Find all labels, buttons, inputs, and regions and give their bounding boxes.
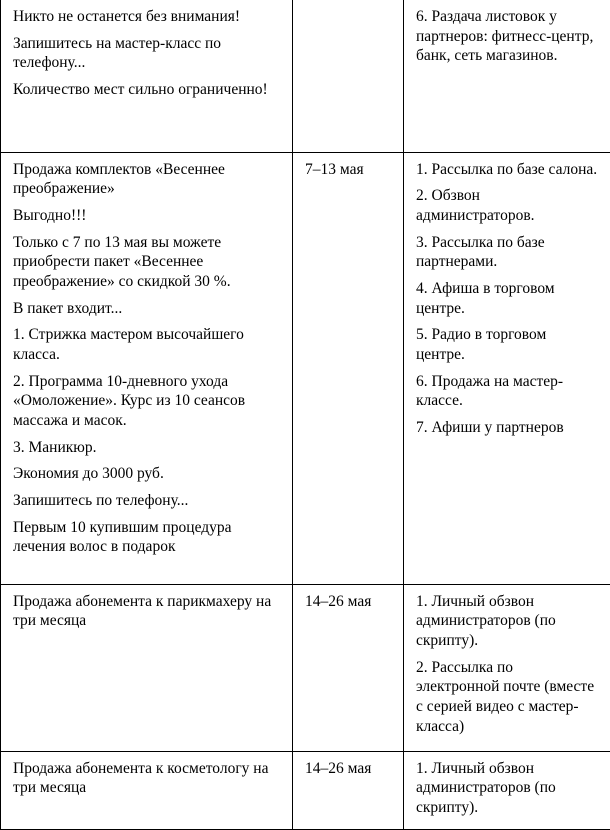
paragraph: Продажа абонемента к косметологу на три месяца — [13, 759, 269, 797]
activity-cell — [1, 0, 293, 152]
paragraph: Только с 7 по 13 мая вы можете приобрести пакет «Весеннее преображение» со скидкой 30 %. — [13, 233, 231, 290]
paragraph: Количество мест сильно ограниченно! — [13, 81, 268, 99]
channel-item: 5. Радио в торговом центре. — [416, 326, 547, 363]
activity-cell — [1, 751, 293, 830]
dates-cell — [293, 0, 404, 152]
channels-cell — [404, 584, 610, 751]
table-row — [1, 584, 610, 751]
paragraph: Выгодно!!! — [13, 206, 87, 224]
paragraph: Запишитесь по телефону... — [13, 491, 189, 509]
dates-cell — [293, 152, 404, 584]
dates-text: 7–13 мая — [305, 160, 364, 178]
paragraph: В пакет входит... — [13, 299, 123, 317]
channel-item: 1. Личный обзвон администраторов (по скрипту). — [416, 759, 556, 816]
channel-item: 2. Обзвон администраторов. — [416, 187, 535, 224]
activity-cell — [1, 152, 293, 584]
paragraph: Экономия до 3000 руб. — [13, 465, 164, 483]
activity-cell — [1, 584, 293, 751]
dates-cell — [293, 751, 404, 830]
paragraph: Никто не останется без внимания! — [13, 8, 241, 25]
paragraph: 2. Программа 10-дневного ухода «Омоложение». Курс из 10 сеансов массажа и масок. — [13, 372, 246, 429]
paragraph: 1. Стрижка мастером высочайшего класса. — [13, 326, 244, 363]
paragraph: 3. Маникюр. — [13, 438, 97, 456]
paragraph: Первым 10 купившим процедура лечения волос в подарок — [13, 518, 232, 556]
channel-item: 1. Рассылка по базе салона. — [416, 160, 598, 178]
paragraph: Продажа абонемента к парикмахеру на три месяца — [13, 592, 272, 630]
table-row — [1, 152, 610, 584]
channels-cell — [404, 751, 610, 830]
channel-item: 7. Афиши у партнеров — [416, 418, 564, 436]
channel-item: 1. Личный обзвон администраторов (по скрипту). — [416, 592, 556, 649]
channel-item: 4. Афиша в торговом центре. — [416, 279, 555, 317]
channels-cell — [404, 0, 610, 152]
table-row — [1, 0, 610, 152]
dates-text: 14–26 мая — [305, 759, 372, 777]
channel-item: 2. Рассылка по электронной почте (вместе с серией видео с мастер-класса) — [416, 658, 595, 735]
dates-text: 14–26 мая — [305, 592, 372, 610]
table-row — [1, 751, 610, 830]
dates-cell — [293, 584, 404, 751]
paragraph: Продажа комплектов «Весеннее преображение» — [13, 160, 225, 198]
channel-item: 6. Продажа на мастер-классе. — [416, 372, 564, 410]
channels-cell — [404, 152, 610, 584]
channel-item: 6. Раздача листовок у партнеров: фитнесс-центр, банк, сеть магазинов. — [416, 8, 594, 65]
paragraph: Запишитесь на мастер-класс по телефону... — [13, 34, 222, 72]
channel-item: 3. Рассылка по базе партнерами. — [416, 233, 545, 271]
